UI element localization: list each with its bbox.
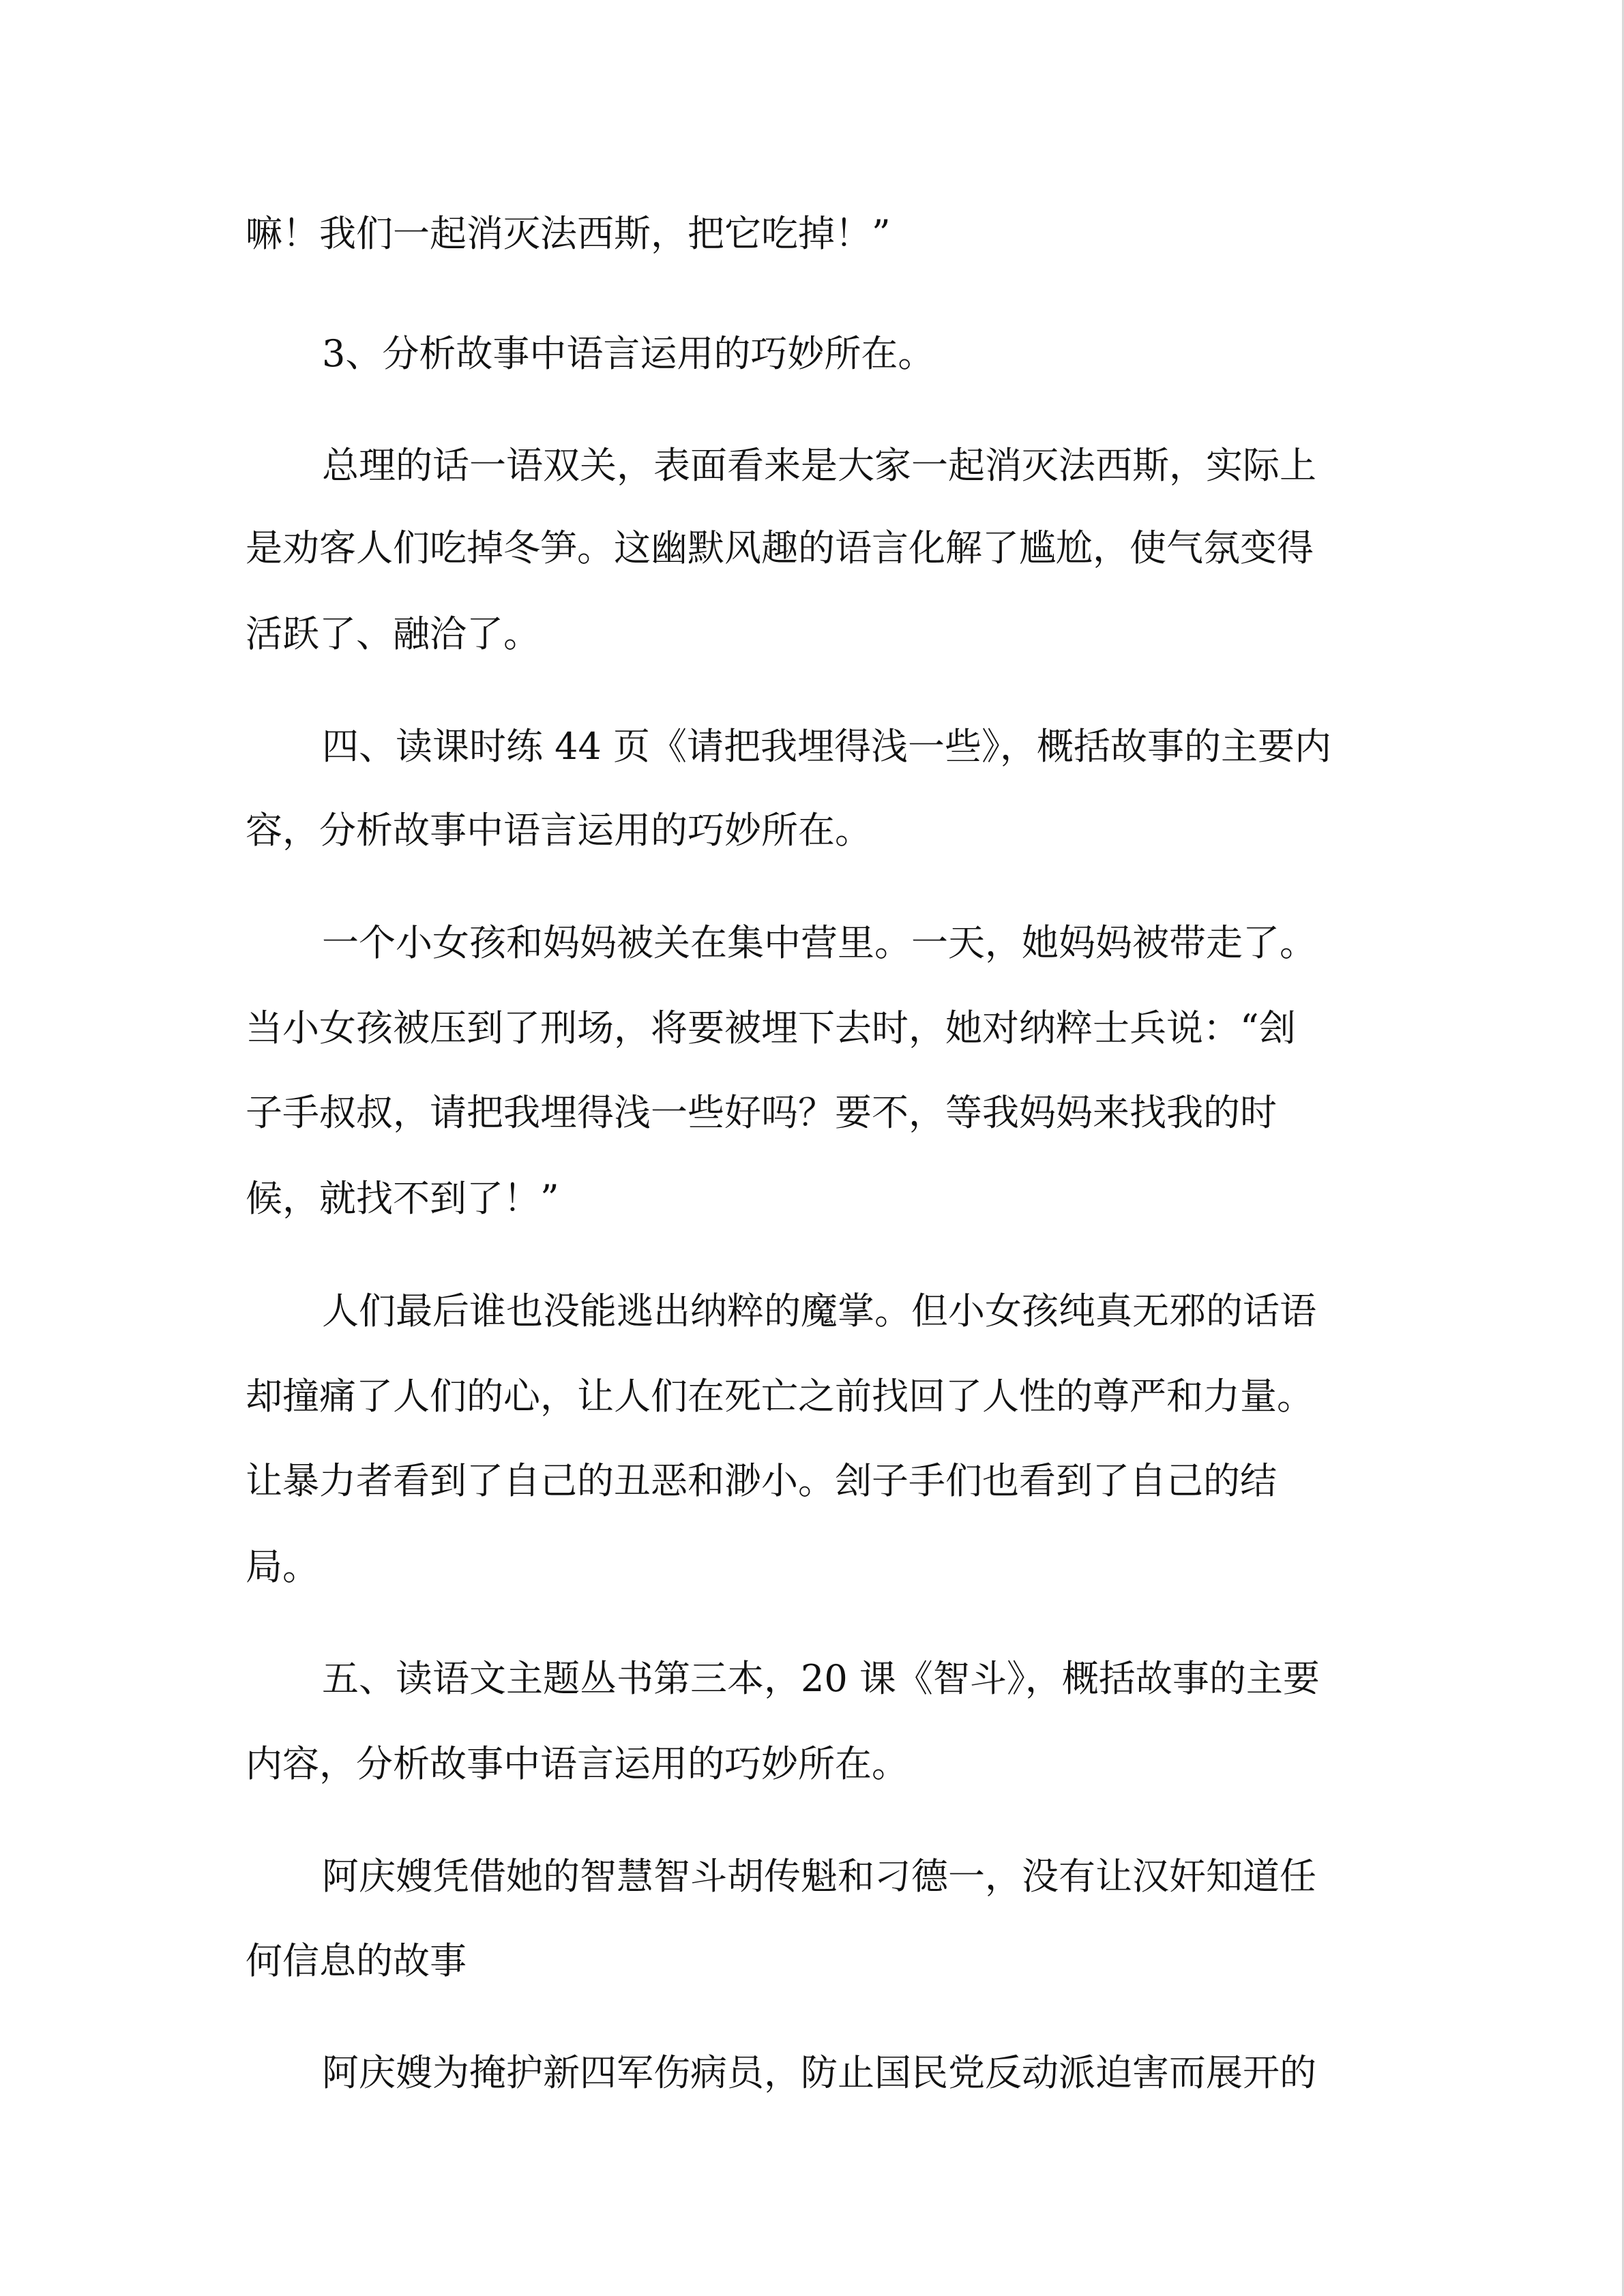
paragraph-line: 让暴力者看到了自己的丑恶和渺小。刽子手们也看到了自己的结 [246, 1459, 1277, 1502]
paragraph-line: 四、读课时练 44 页《请把我埋得浅一些》，概括故事的主要内 [322, 725, 1332, 768]
paragraph-line: 3、分析故事中语言运用的巧妙所在。 [322, 332, 935, 375]
paragraph-line: 当小女孩被压到了刑场，将要被埋下去时，她对纳粹士兵说：“刽 [246, 1007, 1296, 1049]
paragraph-line: 却撞痛了人们的心，让人们在死亡之前找回了人性的尊严和力量。 [246, 1375, 1314, 1418]
paragraph-line: 人们最后谁也没能逃出纳粹的魔掌。但小女孩纯真无邪的话语 [322, 1289, 1316, 1332]
paragraph-line: 内容，分析故事中语言运用的巧妙所在。 [246, 1742, 909, 1785]
paragraph-line: 何信息的故事 [246, 1939, 467, 1982]
paragraph-line: 容，分析故事中语言运用的巧妙所在。 [246, 809, 872, 852]
paragraph-line: 局。 [246, 1545, 319, 1588]
paragraph-line: 嘛！我们一起消灭法西斯，把它吃掉！” [246, 212, 891, 255]
paragraph-line: 阿庆嫂为掩护新四军伤病员，防止国民党反动派迫害而展开的 [322, 2051, 1316, 2094]
paragraph-line: 子手叔叔，请把我埋得浅一些好吗？要不，等我妈妈来找我的时 [246, 1091, 1277, 1134]
paragraph-line: 一个小女孩和妈妈被关在集中营里。一天，她妈妈被带走了。 [322, 921, 1316, 964]
paragraph-line: 总理的话一语双关，表面看来是大家一起消灭法西斯，实际上 [322, 444, 1316, 487]
paragraph-line: 五、读语文主题丛书第三本，20 课《智斗》，概括故事的主要 [322, 1657, 1320, 1700]
paragraph-line: 活跃了、融洽了。 [246, 612, 540, 655]
paragraph-line: 阿庆嫂凭借她的智慧智斗胡传魁和刁德一，没有让汉奸知道任 [322, 1855, 1316, 1898]
paragraph-line: 是劝客人们吃掉冬笋。这幽默风趣的语言化解了尴尬，使气氛变得 [246, 526, 1314, 569]
paragraph-line: 候，就找不到了！” [246, 1177, 559, 1220]
